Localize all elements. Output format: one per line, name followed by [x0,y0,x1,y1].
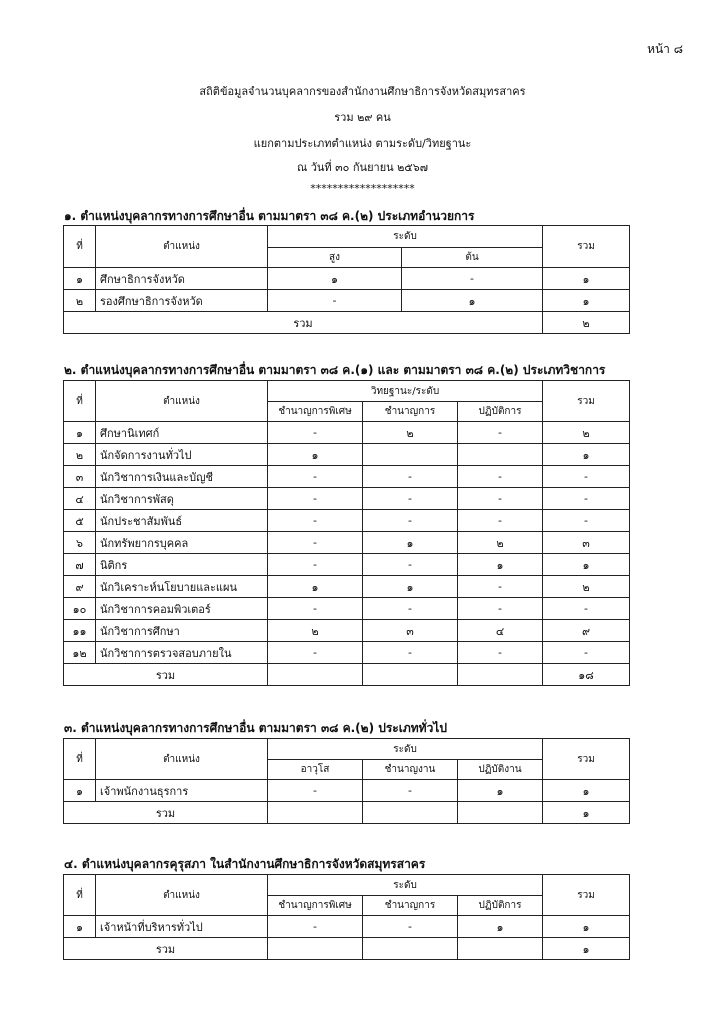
row-number: ๑๐ [64,598,96,620]
row-level-value: - [268,422,363,444]
row-level-value: - [363,466,458,488]
section1-table [63,225,630,334]
row-number: ๑ [64,916,96,938]
row-level-value: - [268,466,363,488]
sum-empty [458,938,543,960]
table-row [64,422,630,444]
document-total: รวม ๒๙ คน [334,111,391,124]
table-row [64,916,630,938]
col-header-group: วิทยฐานะ/ระดับ [268,381,543,402]
table-row [64,268,630,290]
table-row [64,620,630,642]
row-number: ๔ [64,488,96,510]
col-header-level: ปฏิบัติการ [458,896,543,916]
row-level-value: ๑ [363,576,458,598]
row-total: - [543,510,630,532]
row-position-name: เจ้าหน้าที่บริหารทั่วไป [96,916,268,938]
row-position-name: ศึกษาธิการจังหวัด [96,268,268,290]
table-row [64,780,630,802]
row-level-value: - [458,642,543,664]
col-header-total: รวม [543,226,630,268]
row-total: ๒ [543,576,630,598]
table-row [64,444,630,466]
table-row [64,554,630,576]
row-level-value: - [458,488,543,510]
col-header-position: ตำแหน่ง [96,875,268,916]
row-level-value: - [268,532,363,554]
row-position-name: นักวิเคราะห์นโยบายและแผน [96,576,268,598]
col-header-position: ตำแหน่ง [96,739,268,780]
row-level-value: - [268,642,363,664]
row-level-value: - [268,598,363,620]
row-level-value: - [363,780,458,802]
row-position-name: นักทรัพยากรบุคคล [96,532,268,554]
col-header-group: ระดับ [268,226,543,248]
row-total: - [543,488,630,510]
row-total: ๑ [543,554,630,576]
col-header-level: ต้น [402,248,543,268]
sum-label: รวม [64,938,268,960]
row-level-value: ๑ [458,780,543,802]
row-number: ๓ [64,466,96,488]
row-position-name: นักวิชาการพัสดุ [96,488,268,510]
row-level-value: ๓ [363,620,458,642]
row-level-value: - [458,510,543,532]
row-total: ๑ [543,444,630,466]
row-level-value: ๒ [268,620,363,642]
separator-stars: ******************* [310,182,415,195]
table-row [64,290,630,312]
col-header-level: ชำนาญการ [363,402,458,422]
row-level-value: ๑ [268,444,363,466]
row-level-value: ๑ [363,532,458,554]
row-position-name: ศึกษานิเทศก์ [96,422,268,444]
row-level-value: - [402,268,543,290]
row-level-value: - [363,916,458,938]
sum-value: ๑๘ [543,664,630,686]
document-date: ณ วันที่ ๓๐ กันยายน ๒๕๖๗ [297,161,428,174]
row-level-value: - [363,488,458,510]
col-header-level: ปฏิบัติงาน [458,760,543,780]
table-row [64,598,630,620]
row-total: - [543,642,630,664]
row-number: ๑๒ [64,642,96,664]
table-row [64,488,630,510]
row-level-value: - [363,598,458,620]
col-header-total: รวม [543,381,630,422]
row-level-value: - [363,510,458,532]
row-total: - [543,466,630,488]
row-number: ๒ [64,290,96,312]
row-number: ๑ [64,268,96,290]
row-level-value: ๒ [363,422,458,444]
row-level-value: - [458,576,543,598]
row-position-name: นิติกร [96,554,268,576]
row-number: ๑๑ [64,620,96,642]
table-row [64,532,630,554]
col-header-level: ชำนาญงาน [363,760,458,780]
row-level-value: - [458,422,543,444]
section2-table [63,380,630,686]
table-row [64,576,630,598]
sum-value: ๒ [543,312,630,334]
row-position-name: เจ้าพนักงานธุรการ [96,780,268,802]
row-level-value: - [363,642,458,664]
sum-empty [268,938,363,960]
row-position-name: นักวิชาการศึกษา [96,620,268,642]
sum-label: รวม [64,664,268,686]
sum-empty [458,802,543,824]
section4-title: ๔. ตำแหน่งบุคลากรคุรุสภา ในสำนักงานศึกษาธิการจังหวัดสมุทรสาคร [64,857,426,871]
row-number: ๑ [64,422,96,444]
row-number: ๖ [64,532,96,554]
page-number: หน้า ๘ [647,42,683,56]
row-level-value [363,444,458,466]
row-position-name: รองศึกษาธิการจังหวัด [96,290,268,312]
row-level-value: ๒ [458,532,543,554]
row-level-value: - [268,780,363,802]
row-total: - [543,598,630,620]
row-total: ๓ [543,532,630,554]
col-header-position: ตำแหน่ง [96,381,268,422]
row-number: ๑ [64,780,96,802]
section4-table [63,874,630,960]
section2-title: ๒. ตำแหน่งบุคลากรทางการศึกษาอื่น ตามมาตรา ๓๘ ค.(๑) และ ตามมาตรา ๓๘ ค.(๒) ประเภทวิชาการ [64,363,606,377]
col-header-level: ชำนาญการ [363,896,458,916]
sum-value: ๑ [543,938,630,960]
col-header-level: ชำนาญการพิเศษ [268,402,363,422]
col-header-level: สูง [268,248,402,268]
sum-empty [268,664,363,686]
document-title: สถิติข้อมูลจำนวนบุคลากรของสำนักงานศึกษาธิการจังหวัดสมุทรสาคร [199,85,526,98]
row-total: ๙ [543,620,630,642]
row-level-value: - [268,916,363,938]
sum-empty [268,802,363,824]
row-level-value: - [458,598,543,620]
row-level-value: - [268,290,402,312]
row-level-value: ๑ [458,916,543,938]
col-header-position: ตำแหน่ง [96,226,268,268]
row-level-value: - [458,466,543,488]
section3-title: ๓. ตำแหน่งบุคลากรทางการศึกษาอื่น ตามมาตรา ๓๘ ค.(๒) ประเภททั่วไป [64,721,447,735]
row-level-value: ๑ [402,290,543,312]
row-total: ๑ [543,290,630,312]
col-header-total: รวม [543,875,630,916]
sum-empty [363,664,458,686]
sum-empty [363,938,458,960]
col-header-level: ชำนาญการพิเศษ [268,896,363,916]
sum-label: รวม [64,802,268,824]
row-position-name: นักวิชาการตรวจสอบภายใน [96,642,268,664]
row-total: ๑ [543,916,630,938]
row-level-value: ๑ [268,576,363,598]
row-number: ๙ [64,576,96,598]
col-header-no: ที่ [64,739,96,780]
col-header-total: รวม [543,739,630,780]
row-position-name: นักวิชาการคอมพิวเตอร์ [96,598,268,620]
col-header-level: อาวุโส [268,760,363,780]
sum-empty [363,802,458,824]
section1-title: ๑. ตำแหน่งบุคลากรทางการศึกษาอื่น ตามมาตรา ๓๘ ค.(๒) ประเภทอำนวยการ [64,209,475,223]
col-header-group: ระดับ [268,875,543,896]
table-row [64,642,630,664]
row-total: ๑ [543,268,630,290]
row-total: ๒ [543,422,630,444]
col-header-no: ที่ [64,226,96,268]
row-position-name: นักจัดการงานทั่วไป [96,444,268,466]
row-level-value: - [268,510,363,532]
row-number: ๒ [64,444,96,466]
row-level-value: - [268,488,363,510]
section3-table [63,738,630,824]
col-header-no: ที่ [64,875,96,916]
row-level-value: ๔ [458,620,543,642]
sum-empty [458,664,543,686]
row-number: ๗ [64,554,96,576]
sum-label: รวม [64,312,543,334]
row-level-value: - [268,554,363,576]
row-level-value: - [363,554,458,576]
col-header-level: ปฏิบัติการ [458,402,543,422]
row-total: ๑ [543,780,630,802]
col-header-no: ที่ [64,381,96,422]
row-position-name: นักประชาสัมพันธ์ [96,510,268,532]
row-level-value [458,444,543,466]
col-header-group: ระดับ [268,739,543,760]
row-level-value: ๑ [268,268,402,290]
table-row [64,466,630,488]
table-row [64,510,630,532]
row-number: ๕ [64,510,96,532]
row-level-value: ๑ [458,554,543,576]
document-subtitle: แยกตามประเภทตำแหน่ง ตามระดับ/วิทยฐานะ [253,137,472,150]
row-position-name: นักวิชาการเงินและบัญชี [96,466,268,488]
sum-value: ๑ [543,802,630,824]
